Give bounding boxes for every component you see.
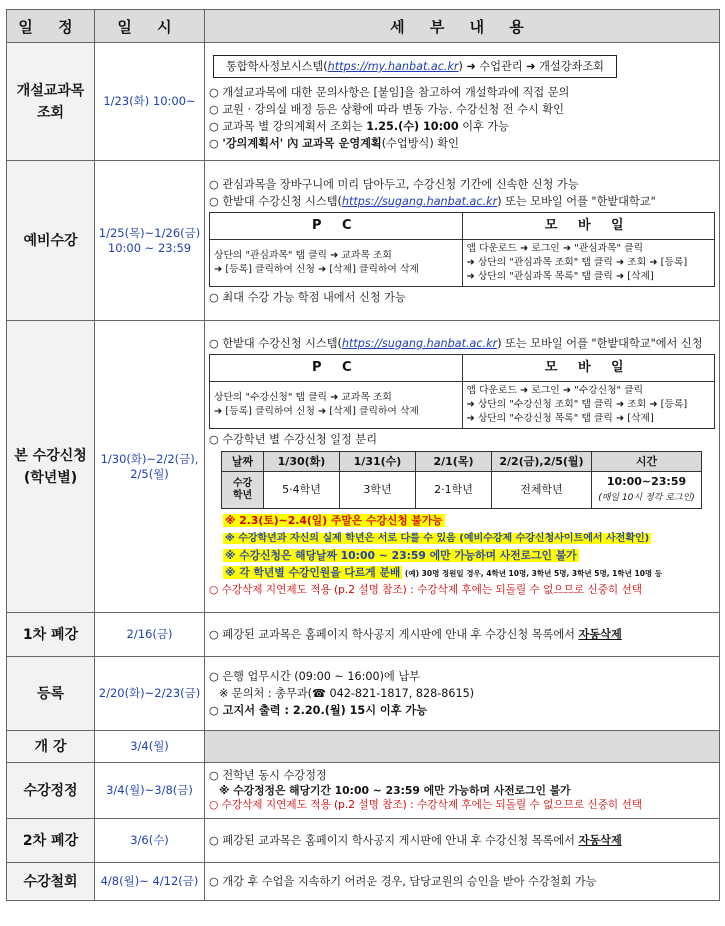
text-line: ○ 교과목 별 강의계획서 조회는 1.25.(수) 10:00 이후 가능 bbox=[209, 120, 509, 133]
portal-link[interactable]: https://my.hanbat.ac.kr bbox=[327, 60, 459, 73]
header-schedule: 일 정 bbox=[7, 10, 95, 43]
date-registration: 2/20(화)~2/23(금) bbox=[95, 657, 205, 731]
sched-time: 10:00~23:59 (매일 10시 정각 로그인) bbox=[592, 471, 702, 508]
text-line: ○ 관심과목을 장바구니에 미리 담아두고, 수강신청 기간에 신속한 신청 가능 bbox=[209, 177, 579, 191]
header-row bbox=[7, 10, 720, 43]
sched-header: 1/30(화) bbox=[264, 451, 340, 471]
text-line: ○ 한밭대 수강신청 시스템(https://sugang.hanbat.ac.kr) 또는 모바일 어플 "한밭대학교"에서 신청 bbox=[209, 336, 703, 350]
method-table bbox=[209, 354, 715, 429]
date-withdrawal: 4/8(월)~ 4/12(금) bbox=[95, 863, 205, 901]
label-course-change: 수강정정 bbox=[7, 763, 95, 819]
details-course-lookup bbox=[205, 43, 720, 161]
sched-cell: 5·4학년 bbox=[264, 471, 340, 508]
row-main-registration bbox=[7, 321, 720, 613]
label-registration: 등록 bbox=[7, 657, 95, 731]
sched-header: 날짜 bbox=[222, 451, 264, 471]
text-line: ○ 최대 수강 가능 학점 내에서 신청 가능 bbox=[209, 290, 406, 304]
text-line: ○ 수강삭제 지연제도 적용 (p.2 설명 참조) : 수강삭제 후에는 되돌릴 수 없으므로 신중히 선택 bbox=[209, 799, 642, 811]
mobile-steps: 앱 다운로드 ➜ 로그인 ➜ "수강신청" 클릭 ➜ 상단의 "수강신청 조회" 탭 클릭 ➜ 조회 ➜ [등록] ➜ 상단의 "수강신청 목록" 탭 클릭 ➜ [삭제] bbox=[462, 381, 715, 428]
date-course-lookup: 1/23(화) 10:00~ bbox=[95, 43, 205, 161]
label-second-cancellation: 2차 폐강 bbox=[7, 819, 95, 863]
row-first-cancellation bbox=[7, 613, 720, 657]
text-line: ○ 한밭대 수강신청 시스템(https://sugang.hanbat.ac.kr) 또는 모바일 어플 "한밭대학교" bbox=[209, 194, 656, 208]
text-line: ※ 문의처 : 총무과(☎ 042-821-1817, 828-8615) bbox=[219, 687, 475, 700]
row-semester-start bbox=[7, 731, 720, 763]
sched-cell: 2·1학년 bbox=[416, 471, 492, 508]
row-pre-registration bbox=[7, 161, 720, 321]
sugang-link[interactable]: https://sugang.hanbat.ac.kr bbox=[341, 336, 498, 350]
schedule-table bbox=[6, 9, 720, 901]
mobile-steps: 앱 다운로드 ➜ 로그인 ➜ "관심과목" 클릭 ➜ 상단의 "관심과목 조회" 탭 클릭 ➜ 조회 ➜ [등록] ➜ 상단의 "관심과목 목록" 탭 클릭 ➜ [삭제] bbox=[462, 239, 715, 286]
grade-schedule-table bbox=[221, 451, 702, 509]
row-second-cancellation bbox=[7, 819, 720, 863]
label-withdrawal: 수강철회 bbox=[7, 863, 95, 901]
sched-header: 2/2(금),2/5(월) bbox=[492, 451, 592, 471]
details-withdrawal: ○ 개강 후 수업을 지속하기 어려운 경우, 담당교원의 승인을 받아 수강철회 가능 bbox=[205, 863, 720, 901]
note-line: ※ 수강학년과 자신의 실제 학년은 서로 다를 수 있음 (예비수강제 수강신청사이트에서 사전확인) bbox=[225, 532, 650, 544]
note-line: ※ 각 학년별 수강인원을 다르게 분배 (예) 30명 정원일 경우, 4학년 10명, 3학년 5명, 3학년 5명, 1학년 10명 등 bbox=[225, 565, 663, 579]
row-registration bbox=[7, 657, 720, 731]
label-main-registration: 본 수강신청 (학년별) bbox=[7, 321, 95, 613]
pc-steps: 상단의 "수강신청" 탭 클릭 ➜ 교과목 조회 ➜ [등록] 클릭하여 신청 ➜ [삭제] 클릭하여 삭제 bbox=[210, 381, 463, 428]
note-line: ※ 수강신청은 해당날짜 10:00 ~ 23:59 에만 가능하며 사전로그인 불가 bbox=[225, 548, 577, 562]
mobile-heading: 모 바 일 bbox=[462, 212, 715, 239]
text-line: ○ 전학년 동시 수강정정 bbox=[209, 769, 327, 782]
text-line: ○ 고지서 출력 : 2.20.(월) 15시 이후 가능 bbox=[209, 704, 428, 717]
header-details: 세 부 내 용 bbox=[205, 10, 720, 43]
note-line: ○ 수강삭제 지연제도 적용 (p.2 설명 참조) : 수강삭제 후에는 되돌릴 수 없으므로 신중히 선택 bbox=[209, 583, 642, 596]
sched-cell: 전체학년 bbox=[492, 471, 592, 508]
row-course-lookup bbox=[7, 43, 720, 161]
sched-header: 시간 bbox=[592, 451, 702, 471]
mobile-heading: 모 바 일 bbox=[462, 354, 715, 381]
method-table bbox=[209, 212, 715, 287]
header-datetime: 일 시 bbox=[95, 10, 205, 43]
label-pre-registration: 예비수강 bbox=[7, 161, 95, 321]
text-line: ○ 은행 업무시간 (09:00 ~ 16:00)에 납부 bbox=[209, 670, 420, 683]
details-registration bbox=[205, 657, 720, 731]
pc-heading: P C bbox=[210, 354, 463, 381]
text-line: ※ 수강정정은 해당기간 10:00 ~ 23:59 에만 가능하며 사전로그인 불가 bbox=[219, 784, 571, 797]
date-pre-registration: 1/25(목)~1/26(금) 10:00 ~ 23:59 bbox=[95, 161, 205, 321]
row-course-change bbox=[7, 763, 720, 819]
text-line: ○ 교원 · 강의실 배정 등은 상황에 따라 변동 가능. 수강신청 전 수시 확인 bbox=[209, 103, 564, 116]
sugang-link[interactable]: https://sugang.hanbat.ac.kr bbox=[341, 194, 498, 208]
details-pre-registration bbox=[205, 161, 720, 321]
label-first-cancellation: 1차 폐강 bbox=[7, 613, 95, 657]
details-main-registration bbox=[205, 321, 720, 613]
date-second-cancellation: 3/6(수) bbox=[95, 819, 205, 863]
details-semester-start bbox=[205, 731, 720, 763]
sched-header: 1/31(수) bbox=[340, 451, 416, 471]
date-course-change: 3/4(월)~3/8(금) bbox=[95, 763, 205, 819]
sched-cell: 3학년 bbox=[340, 471, 416, 508]
text-line: ○ 개설교과목에 대한 문의사항은 [붙임]을 참고하여 개설학과에 직접 문의 bbox=[209, 86, 570, 99]
label-course-lookup: 개설교과목 조회 bbox=[7, 43, 95, 161]
pc-steps: 상단의 "관심과목" 탭 클릭 ➜ 교과목 조회 ➜ [등록] 클릭하여 신청 ➜ [삭제] 클릭하여 삭제 bbox=[210, 239, 463, 286]
details-second-cancellation: ○ 폐강된 교과목은 홈페이지 학사공지 게시판에 안내 후 수강신청 목록에서 자동삭제 bbox=[205, 819, 720, 863]
date-main-registration: 1/30(화)~2/2(금), 2/5(월) bbox=[95, 321, 205, 613]
note-line: ※ 2.3(토)~2.4(일) 주말은 수강신청 불가능 bbox=[225, 513, 443, 527]
sched-row-label: 수강 학년 bbox=[222, 471, 264, 508]
sched-header: 2/1(목) bbox=[416, 451, 492, 471]
text-line: ○ 수강학년 별 수강신청 일정 분리 bbox=[209, 432, 378, 446]
label-semester-start: 개 강 bbox=[7, 731, 95, 763]
text-line: ○ '강의계획서' 內 교과목 운영계획(수업방식) 확인 bbox=[209, 137, 459, 150]
path-box: 통합학사정보시스템(https://my.hanbat.ac.kr) ➜ 수업관리 ➜ 개설강좌조회 bbox=[213, 55, 617, 78]
row-withdrawal bbox=[7, 863, 720, 901]
pc-heading: P C bbox=[210, 212, 463, 239]
date-semester-start: 3/4(월) bbox=[95, 731, 205, 763]
date-first-cancellation: 2/16(금) bbox=[95, 613, 205, 657]
details-first-cancellation: ○ 폐강된 교과목은 홈페이지 학사공지 게시판에 안내 후 수강신청 목록에서 자동삭제 bbox=[205, 613, 720, 657]
details-course-change bbox=[205, 763, 720, 819]
